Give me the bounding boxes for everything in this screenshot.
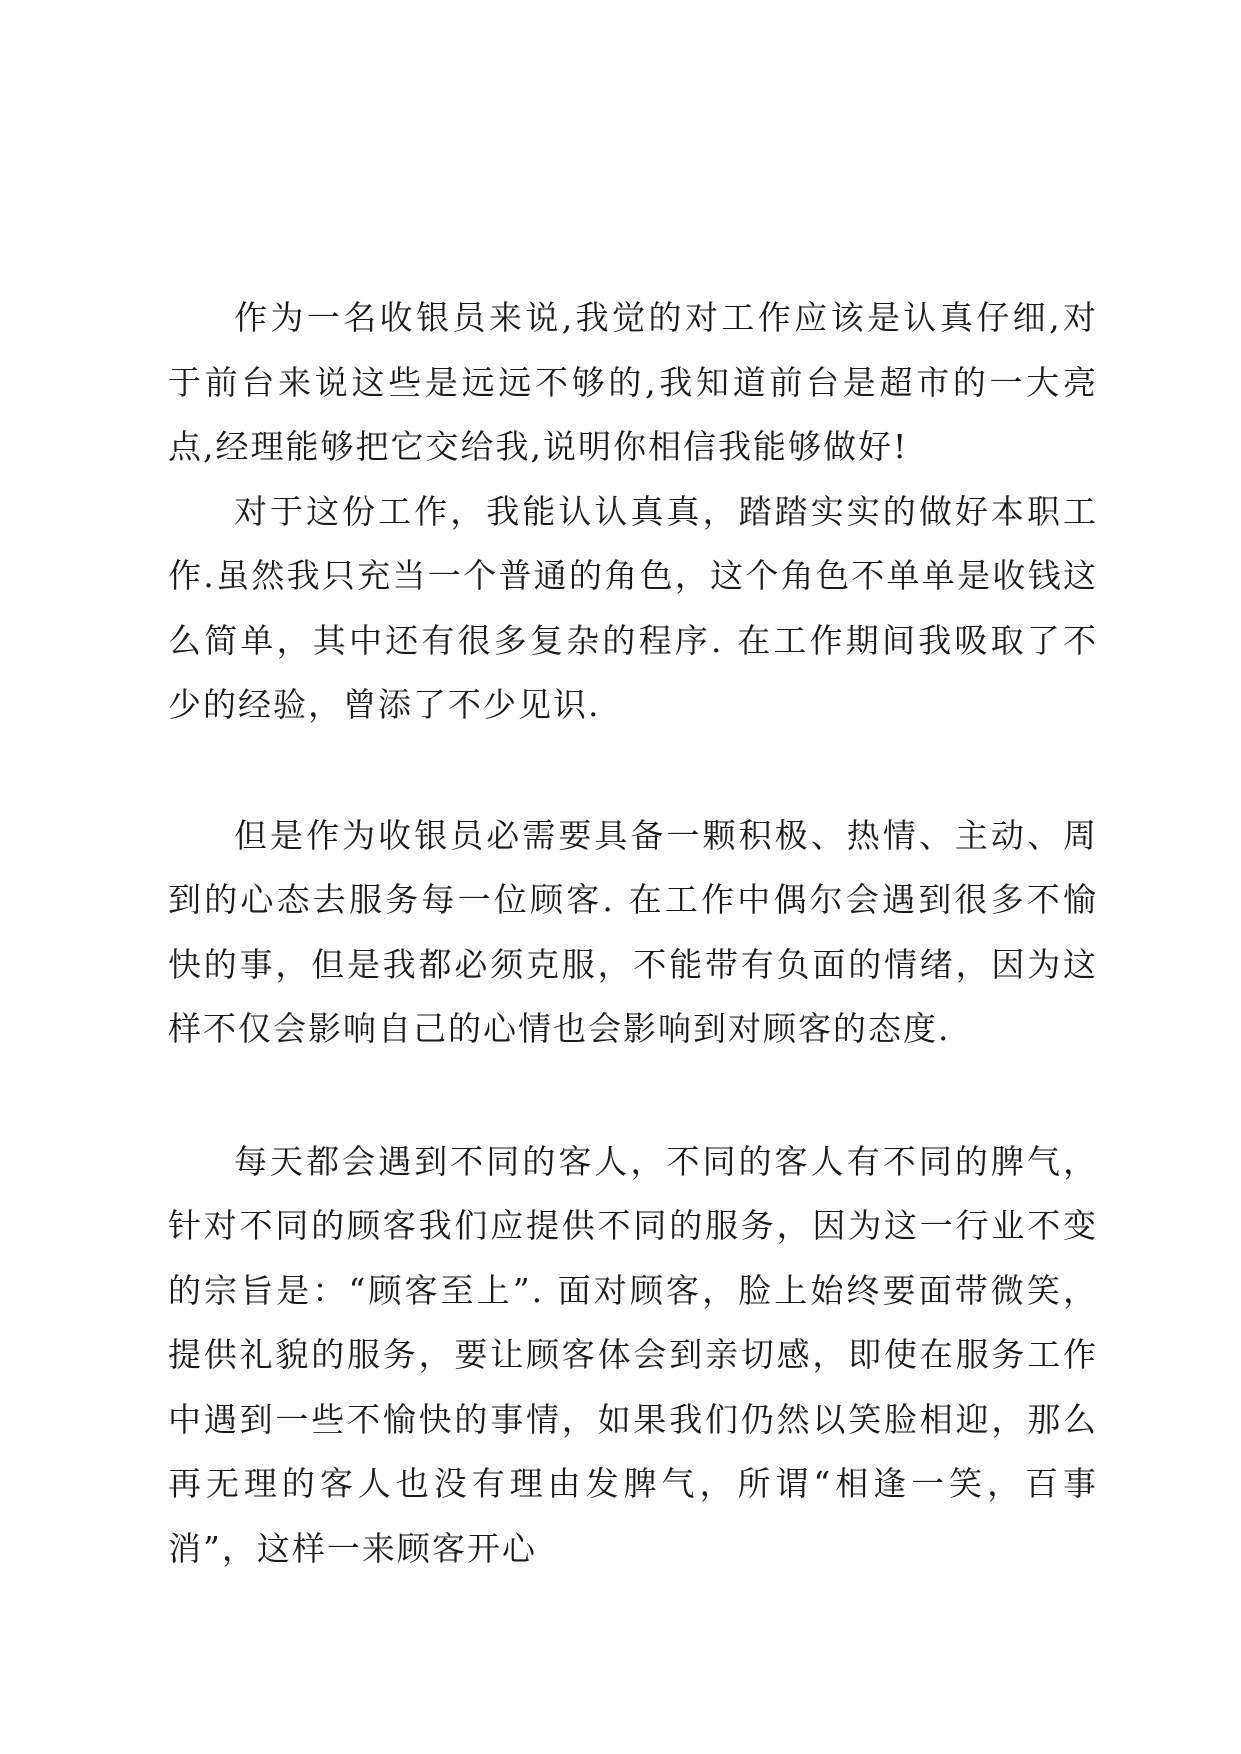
paragraph-cashier-role: 作为一名收银员来说,我觉的对工作应该是认真仔细,对于前台来说这些是远远不够的,我知道前台是超市的一大亮点,经理能够把它交给我,说明你相信我能够做好!	[168, 298, 1098, 466]
paragraph-positive-mindset: 但是作为收银员必需要具备一颗积极、热情、主动、周到的心态去服务每一位顾客. 在工作中偶尔会遇到很多不愉快的事，但是我都必须克服，不能带有负面的情绪，因为这样不仅会影响自己的心情也会影响到对顾客的态度.	[168, 815, 1098, 1048]
document-body	[168, 286, 1098, 1581]
paragraph-customer-service: 每天都会遇到不同的客人，不同的客人有不同的脾气，针对不同的顾客我们应提供不同的服务，因为这一行业不变的宗旨是：“顾客至上”. 面对顾客，脸上始终要面带微笑，提供礼貌的服务，要让顾客体会到亲切感，即使在服务工作中遇到一些不愉快的事情，如果我们仍然以笑脸相迎，那么再无理的客人也没有理由发脾气，所谓“相逢一笑，百事消”，这样一来顾客开心	[168, 1141, 1098, 1568]
paragraph-work-attitude: 对于这份工作，我能认认真真，踏踏实实的做好本职工作.虽然我只充当一个普通的角色，这个角色不单单是收钱这么简单，其中还有很多复杂的程序. 在工作期间我吸取了不少的经验，曾添了不少见识.	[168, 491, 1098, 724]
